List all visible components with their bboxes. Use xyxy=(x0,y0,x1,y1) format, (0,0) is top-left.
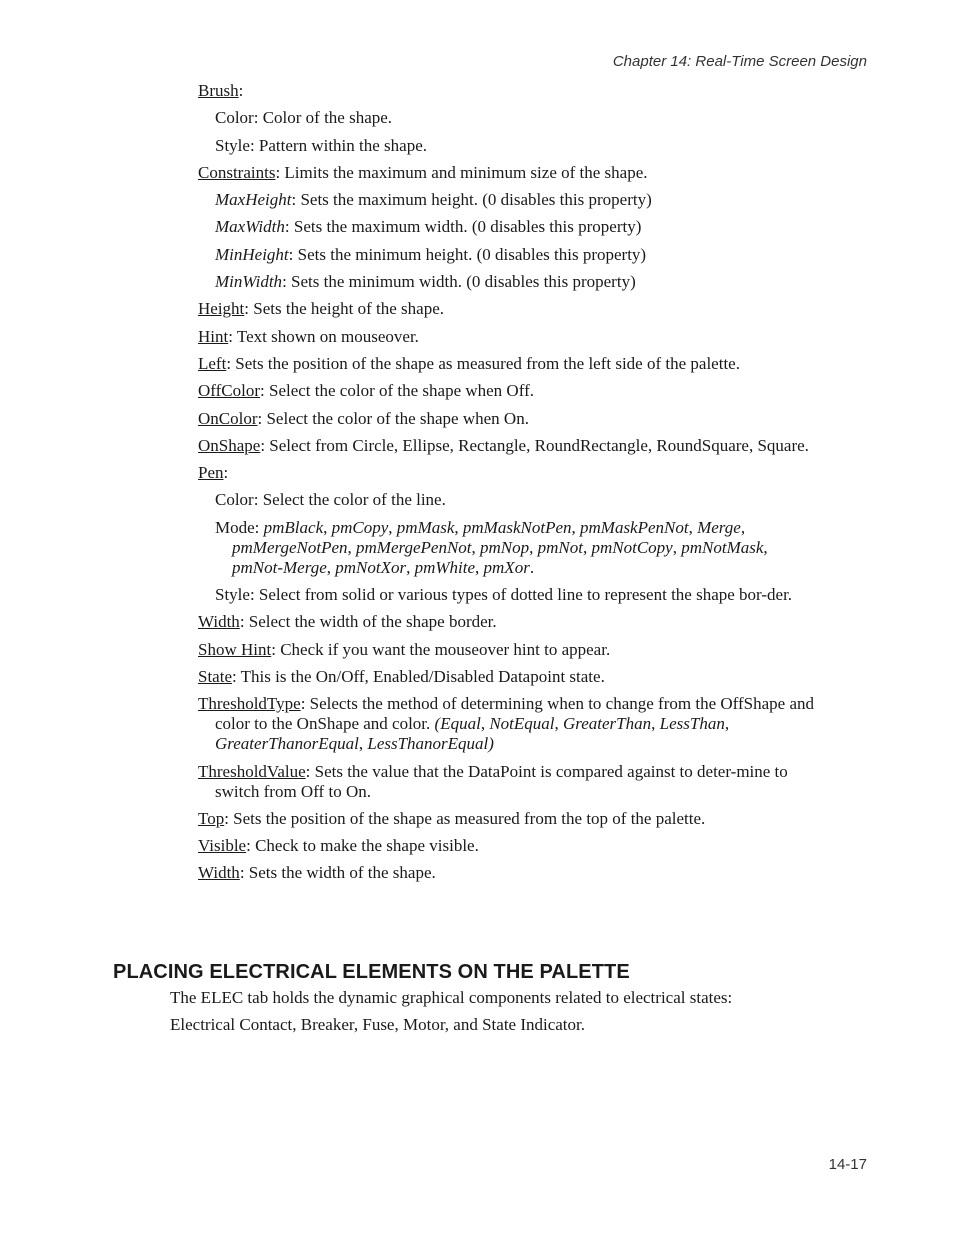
property-width-shape xyxy=(198,863,818,883)
threshold-option: (Equal xyxy=(434,714,481,734)
property-pen xyxy=(198,463,818,483)
property-desc: : Check to make the shape visible. xyxy=(246,836,479,856)
section-heading: PLACING ELECTRICAL ELEMENTS ON THE PALETTE xyxy=(113,961,630,983)
property-left xyxy=(198,354,818,374)
property-term: Pen xyxy=(198,463,224,483)
property-showhint xyxy=(198,640,818,660)
property-desc: : Text shown on mouseover. xyxy=(228,326,419,346)
sub-property-desc: : Sets the maximum height. (0 disables this property) xyxy=(291,190,652,210)
mode-value: pmMergeNotPen xyxy=(232,537,348,557)
property-term: OffColor xyxy=(198,381,261,401)
sub-property-term: MinHeight xyxy=(215,244,289,264)
property-desc: : Sets the position of the shape as measured from the top of the palette. xyxy=(224,808,706,828)
mode-value: pmNot xyxy=(537,537,583,557)
property-hint xyxy=(198,327,818,347)
mode-value: pmWhite xyxy=(414,557,476,577)
sub-property-brush-color: Color: Color of the shape. xyxy=(215,108,393,128)
property-term: OnColor xyxy=(198,408,258,428)
mode-value: pmMaskPenNot xyxy=(580,517,689,537)
threshold-option: GreaterThan xyxy=(562,714,652,734)
mode-value: pmNotCopy xyxy=(591,537,673,557)
property-state xyxy=(198,667,818,687)
sub-property-maxwidth xyxy=(215,217,818,237)
mode-value: pmCopy xyxy=(331,517,389,537)
property-offcolor xyxy=(198,381,818,401)
property-desc: : Sets the value that the DataPoint is compared against to deter-mine to switch from Off to On. xyxy=(215,761,788,801)
threshold-option: LessThan xyxy=(659,714,725,734)
sub-property-term: MinWidth xyxy=(215,272,283,292)
mode-value: pmXor xyxy=(483,557,530,577)
property-desc: : Select the color of the shape when Off. xyxy=(260,381,534,401)
threshold-option: NotEqual xyxy=(489,714,555,734)
mode-value: pmMergePenNot xyxy=(356,537,472,557)
property-width-border xyxy=(198,612,818,632)
property-term: State xyxy=(198,666,232,686)
property-term: Width xyxy=(198,863,240,883)
property-term: Visible xyxy=(198,836,247,856)
property-desc: : Sets the width of the shape. xyxy=(239,863,436,883)
property-top xyxy=(198,809,818,829)
mode-value: pmNop xyxy=(480,537,530,557)
mode-value: pmNotXor xyxy=(335,557,407,577)
property-thresholdvalue xyxy=(198,762,818,802)
mode-value: pmNot-Merge xyxy=(232,557,327,577)
sub-property-pen-style: Style: Select from solid or various types of dotted line to represent the shape bor-der. xyxy=(215,585,793,605)
property-desc: : Selects the method of determining when to change from the OffShape and color to the OnShape and color. xyxy=(215,694,815,734)
mode-value: Merge xyxy=(697,517,741,537)
property-term: Constraints xyxy=(198,162,276,182)
property-desc: : This is the On/Off, Enabled/Disabled Datapoint state. xyxy=(232,666,605,686)
sub-property-minheight xyxy=(215,245,818,265)
section-body xyxy=(170,988,850,1043)
page-number: 14-17 xyxy=(828,1156,867,1173)
property-desc: : xyxy=(238,81,244,100)
sub-property-term: MaxWidth xyxy=(215,217,285,237)
property-term: Show Hint xyxy=(198,639,272,659)
property-visible xyxy=(198,836,818,856)
property-desc: : Sets the height of the shape. xyxy=(244,299,444,319)
sub-property-desc: : Sets the minimum width. (0 disables this property) xyxy=(282,272,636,292)
property-oncolor xyxy=(198,409,818,429)
property-desc: : Limits the maximum and minimum size of the shape. xyxy=(275,162,648,182)
property-term: ThresholdType xyxy=(198,694,301,714)
sub-property-desc: : Sets the minimum height. (0 disables this property) xyxy=(288,244,647,264)
property-desc: : Select from Circle, Ellipse, Rectangle, RoundRectangle, RoundSquare, Square. xyxy=(260,435,809,455)
property-term: Height xyxy=(198,299,245,319)
mode-label: Mode: xyxy=(215,517,264,537)
mode-value: pmMask xyxy=(396,517,455,537)
sub-property-minwidth xyxy=(215,272,818,292)
sub-property-desc: : Sets the maximum width. (0 disables this property) xyxy=(284,217,642,237)
property-term: Hint xyxy=(198,326,229,346)
property-brush xyxy=(198,81,818,101)
property-height xyxy=(198,299,818,319)
body-paragraph: The ELEC tab holds the dynamic graphical components related to electrical states: xyxy=(170,988,733,1007)
property-term: Width xyxy=(198,612,240,632)
mode-value: pmMaskNotPen xyxy=(462,517,572,537)
sub-property-pen-mode: Mode: pmBlack, pmCopy, pmMask, pmMaskNotPen, pmMaskPenNot, Merge, pmMergeNotPen, pmMergePenNot, pmNop, pmNot, pmNotCopy, pmNotMask, pmNot-Merge, pmNotXor, pmWhite, pmXor. xyxy=(215,517,768,577)
property-thresholdtype: ThresholdType: Selects the method of determining when to change from the OffShape and color to the OnShape and color. (Equal, NotEqual, GreaterThan, LessThan, GreaterThanorEqual, LessThanorEqual) xyxy=(198,694,815,754)
running-header: Chapter 14: Real-Time Screen Design xyxy=(612,53,867,70)
property-term: Left xyxy=(198,353,227,373)
mode-value: pmBlack xyxy=(263,517,324,537)
property-desc: : Sets the position of the shape as measured from the left side of the palette. xyxy=(226,353,740,373)
property-term: Top xyxy=(198,808,225,828)
mode-value: pmNotMask xyxy=(681,537,764,557)
sub-property-pen-color: Color: Select the color of the line. xyxy=(215,490,446,510)
sub-property-term: MaxHeight xyxy=(215,190,292,210)
sub-property-maxheight xyxy=(215,190,818,210)
property-term: OnShape xyxy=(198,435,261,455)
body-paragraph: Electrical Contact, Breaker, Fuse, Motor, and State Indicator. xyxy=(170,1015,586,1035)
property-constraints xyxy=(198,163,818,183)
property-term: Brush xyxy=(198,81,239,100)
property-onshape xyxy=(198,436,818,456)
threshold-option: GreaterThanorEqual xyxy=(215,734,359,754)
threshold-option: LessThanorEqual) xyxy=(367,734,494,754)
property-desc: : Select the color of the shape when On. xyxy=(257,408,529,428)
property-desc: : Check if you want the mouseover hint to appear. xyxy=(271,639,611,659)
property-desc: : Select the width of the shape border. xyxy=(239,612,497,632)
property-desc: : xyxy=(223,463,229,483)
sub-property-brush-style: Style: Pattern within the shape. xyxy=(215,135,427,155)
property-term: ThresholdValue xyxy=(198,761,306,781)
property-list xyxy=(198,81,818,891)
